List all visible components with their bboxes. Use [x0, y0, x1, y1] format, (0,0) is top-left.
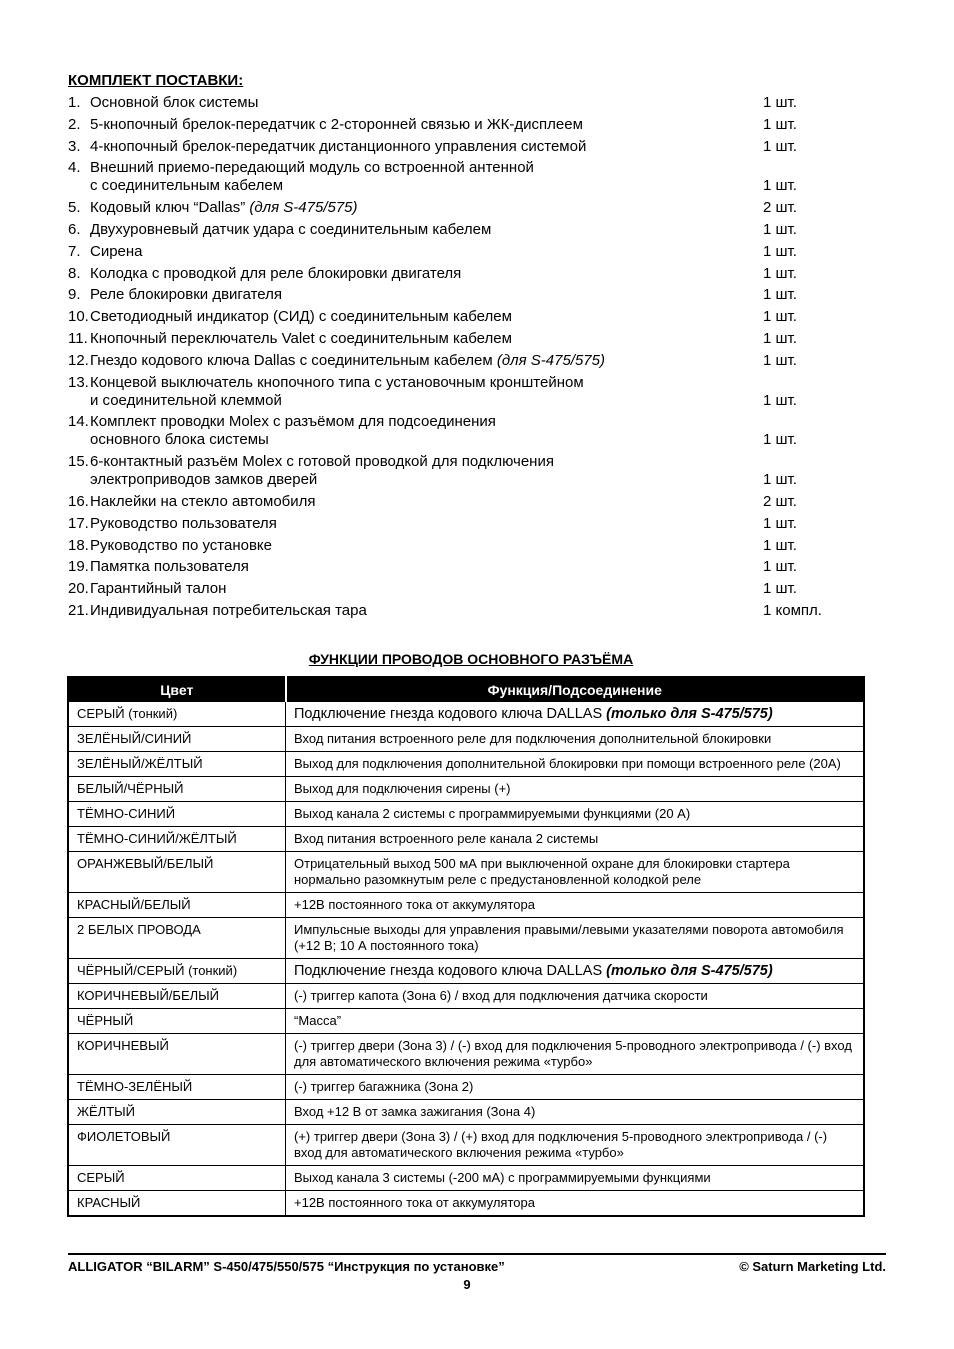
wire-color-name: ЧЁРНЫЙ/СЕРЫЙ: [77, 963, 189, 978]
item-text: [90, 374, 763, 410]
table-row: [68, 1100, 864, 1125]
page-number: 9: [463, 1277, 471, 1292]
item-text: [90, 515, 763, 533]
item-number: 12.: [68, 351, 89, 369]
item-number: 3.: [68, 137, 81, 155]
item-number: 1.: [68, 94, 81, 111]
item-quantity: 1 шт.: [763, 514, 797, 532]
wire-function-text: Импульсные выходы для управления правыми/левыми указателями поворота автомобиля (+12 В; 10 А постоянного тока): [294, 922, 844, 953]
item-name: Гнездо кодового ключа Dallas с соединительным кабелем: [90, 351, 497, 369]
supply-list: [68, 94, 858, 624]
wire-function: [286, 1166, 865, 1191]
wire-color-note: (тонкий): [128, 706, 178, 721]
item-quantity: 1 шт.: [763, 220, 797, 238]
wire-color: [68, 1034, 286, 1075]
wire-function-text: +12В постоянного тока от аккумулятора: [294, 897, 535, 912]
item-name: Руководство пользователя: [90, 514, 277, 532]
wire-functions-table: [67, 676, 865, 1217]
wire-color-name: КОРИЧНЕВЫЙ/БЕЛЫЙ: [77, 988, 219, 1003]
wire-function-text: +12В постоянного тока от аккумулятора: [294, 1195, 535, 1210]
list-item: [68, 308, 858, 326]
item-number: 16.: [68, 492, 89, 510]
wire-color: [68, 893, 286, 918]
list-item: [68, 602, 858, 620]
item-name: Сирена: [90, 242, 143, 260]
wire-function: [286, 1100, 865, 1125]
item-name: Кодовый ключ “Dallas”: [90, 199, 250, 217]
wire-function: [286, 852, 865, 893]
table-row: [68, 852, 864, 893]
item-name: Руководство по установке: [90, 536, 272, 554]
wire-color-name: ТЁМНО-ЗЕЛЁНЫЙ: [77, 1079, 193, 1094]
list-item: [68, 138, 858, 156]
wire-color-name: ЖЁЛТЫЙ: [77, 1104, 136, 1119]
list-item: [68, 352, 858, 370]
list-item: [68, 413, 858, 449]
wire-function: [286, 918, 865, 959]
footer-title: ALLIGATOR “BILARM” S-450/475/550/575 “Инструкция по установке”: [68, 1259, 505, 1274]
item-number: 21.: [68, 601, 89, 619]
item-note: (для S-475/575): [249, 199, 358, 217]
item-name: Гарантийный талон: [90, 580, 227, 598]
wire-color-name: БЕЛЫЙ/ЧЁРНЫЙ: [77, 781, 184, 796]
item-quantity: 1 шт.: [763, 580, 797, 598]
wire-function: [286, 1034, 865, 1075]
wire-color: [68, 1125, 286, 1166]
wire-function-note: (только для S-475/575): [606, 963, 773, 979]
table-header-row: [68, 677, 864, 702]
table-row: [68, 727, 864, 752]
item-number: 19.: [68, 558, 89, 576]
item-quantity: 1 шт.: [763, 536, 797, 554]
wire-color: [68, 1100, 286, 1125]
table-row: [68, 802, 864, 827]
wire-function-text: Выход канала 2 системы с программируемыми функциями (20 А): [294, 806, 691, 821]
wire-color-name: КРАСНЫЙ/БЕЛЫЙ: [77, 897, 191, 912]
item-name: Внешний приемо-передающий модуль со встроенной антенной с соединительным кабелем: [90, 159, 534, 195]
item-number: 15.: [68, 453, 89, 471]
item-name: Кнопочный переключатель Valet с соединительным кабелем: [90, 329, 512, 347]
wire-color-name: СЕРЫЙ: [77, 706, 129, 721]
wire-color: [68, 959, 286, 984]
wire-color-name: ЗЕЛЁНЫЙ/ЖЁЛТЫЙ: [77, 756, 203, 771]
wire-color: [68, 1191, 286, 1217]
table-row: [68, 1166, 864, 1191]
list-item: [68, 265, 858, 283]
item-text: [90, 116, 763, 134]
wire-function: [286, 702, 865, 727]
wire-color: [68, 1166, 286, 1191]
item-quantity: 1 шт.: [763, 558, 797, 576]
item-number: 10.: [68, 308, 89, 326]
item-name: Концевой выключатель кнопочного типа с установочным кронштейном и соединительной клеммой: [90, 373, 584, 409]
wire-color-name: ТЁМНО-СИНИЙ: [77, 806, 176, 821]
item-name: Индивидуальная потребительская тара: [90, 601, 367, 619]
item-name: Основной блок системы: [90, 94, 259, 111]
item-text: [90, 453, 763, 489]
wire-function: [286, 1075, 865, 1100]
table-row: [68, 959, 864, 984]
item-note: (для S-475/575): [496, 351, 605, 369]
wire-color: [68, 777, 286, 802]
item-number: 9.: [68, 286, 81, 304]
list-item: [68, 159, 858, 195]
list-item: [68, 94, 858, 112]
wire-function: [286, 802, 865, 827]
item-number: 8.: [68, 264, 81, 282]
list-item: [68, 330, 858, 348]
wire-color-name: СЕРЫЙ: [77, 1170, 125, 1185]
item-quantity: 1 шт.: [763, 264, 797, 282]
item-text: [90, 138, 763, 156]
item-text: [90, 94, 763, 112]
wire-color: [68, 918, 286, 959]
wire-function-text: Выход для подключения дополнительной блокировки при помощи встроенного реле (20А): [294, 756, 841, 771]
wire-function: [286, 1125, 865, 1166]
wire-color: [68, 702, 286, 727]
item-quantity: 1 компл.: [763, 601, 822, 619]
header-color: Цвет: [68, 677, 286, 702]
item-quantity: 1 шт.: [763, 471, 797, 489]
wire-color-name: ФИОЛЕТОВЫЙ: [77, 1129, 171, 1144]
item-number: 4.: [68, 159, 81, 177]
table-body: [68, 702, 864, 1217]
wire-color-name: ЗЕЛЁНЫЙ/СИНИЙ: [77, 731, 192, 746]
table-row: [68, 1009, 864, 1034]
table-row: [68, 918, 864, 959]
table-row: [68, 777, 864, 802]
table-row: [68, 752, 864, 777]
item-quantity: 1 шт.: [763, 391, 797, 409]
item-name: 5-кнопочный брелок-передатчик с 2-сторонней связью и ЖК-дисплеем: [90, 115, 583, 133]
item-text: [90, 558, 763, 576]
wire-color-name: КРАСНЫЙ: [77, 1195, 141, 1210]
item-number: 7.: [68, 242, 81, 260]
wire-function: [286, 1191, 865, 1217]
wire-function-text: Вход питания встроенного реле для подключения дополнительной блокировки: [294, 731, 772, 746]
table-row: [68, 984, 864, 1009]
item-quantity: 1 шт.: [763, 242, 797, 260]
table-row: [68, 893, 864, 918]
table-row: [68, 1125, 864, 1166]
item-quantity: 1 шт.: [763, 308, 797, 326]
item-quantity: 1 шт.: [763, 351, 797, 369]
table-row: [68, 1191, 864, 1217]
wire-function-text: (-) триггер багажника (Зона 2): [294, 1079, 474, 1094]
wire-function-text: Подключение гнезда кодового ключа DALLAS: [294, 963, 607, 979]
wire-function: [286, 752, 865, 777]
item-name: Реле блокировки двигателя: [90, 286, 283, 304]
wire-color: [68, 1009, 286, 1034]
item-text: [90, 352, 763, 370]
wire-function-text: Вход +12 В от замка зажигания (Зона 4): [294, 1104, 536, 1119]
item-text: [90, 493, 763, 511]
item-quantity: 1 шт.: [763, 94, 797, 111]
item-text: [90, 221, 763, 239]
item-number: 11.: [68, 329, 88, 347]
table-row: [68, 1075, 864, 1100]
wire-function: [286, 959, 865, 984]
wire-color-name: ТЁМНО-СИНИЙ/ЖЁЛТЫЙ: [77, 831, 237, 846]
item-text: [90, 159, 763, 195]
item-name: 6-контактный разъём Molex с готовой проводкой для подключения электроприводов замков дверей: [90, 453, 554, 489]
wire-function: [286, 727, 865, 752]
table-title: ФУНКЦИИ ПРОВОДОВ ОСНОВНОГО РАЗЪЁМА: [308, 651, 634, 667]
list-item: [68, 243, 858, 261]
wire-color: [68, 727, 286, 752]
item-text: [90, 265, 763, 283]
wire-function-text: “Масса”: [294, 1013, 342, 1028]
list-item: [68, 453, 858, 489]
item-name: Двухуровневый датчик удара с соединительным кабелем: [90, 220, 492, 238]
list-item: [68, 580, 858, 598]
item-name: Колодка с проводкой для реле блокировки двигателя: [90, 264, 462, 282]
wire-color: [68, 752, 286, 777]
table-row: [68, 702, 864, 727]
list-item: [68, 221, 858, 239]
item-name: Наклейки на стекло автомобиля: [90, 492, 316, 510]
wire-color: [68, 827, 286, 852]
item-text: [90, 413, 763, 449]
item-number: 20.: [68, 580, 89, 598]
item-quantity: 1 шт.: [763, 286, 797, 304]
wire-function: [286, 827, 865, 852]
item-number: 17.: [68, 514, 89, 532]
item-name: Светодиодный индикатор (СИД) с соединительным кабелем: [90, 308, 512, 326]
item-quantity: 1 шт.: [763, 137, 797, 155]
item-text: [90, 602, 763, 620]
table-row: [68, 827, 864, 852]
item-quantity: 1 шт.: [763, 177, 797, 195]
item-text: [90, 537, 763, 555]
wire-function-text: Подключение гнезда кодового ключа DALLAS: [294, 706, 607, 722]
header-function: Функция/Подсоединение: [286, 677, 865, 702]
item-number: 14.: [68, 413, 89, 431]
list-item: [68, 537, 858, 555]
item-quantity: 1 шт.: [763, 115, 797, 133]
wire-function-text: Выход канала 3 системы (-200 мА) с программируемыми функциями: [294, 1170, 711, 1185]
list-item: [68, 199, 858, 217]
item-number: 6.: [68, 220, 81, 238]
item-text: [90, 243, 763, 261]
item-text: [90, 199, 763, 217]
footer-divider: [68, 1253, 886, 1255]
list-item: [68, 493, 858, 511]
footer-copyright: © Saturn Marketing Ltd.: [739, 1259, 886, 1274]
item-number: 18.: [68, 536, 89, 554]
supply-heading: КОМПЛЕКТ ПОСТАВКИ:: [68, 72, 244, 89]
item-quantity: 1 шт.: [763, 431, 797, 449]
wire-function-text: Выход для подключения сирены (+): [294, 781, 511, 796]
wire-color: [68, 1075, 286, 1100]
item-number: 2.: [68, 115, 81, 133]
item-name: 4-кнопочный брелок-передатчик дистанционного управления системой: [90, 137, 587, 155]
item-text: [90, 330, 763, 348]
wire-function: [286, 984, 865, 1009]
wire-color: [68, 984, 286, 1009]
item-text: [90, 308, 763, 326]
item-quantity: 1 шт.: [763, 329, 797, 347]
item-quantity: 2 шт.: [763, 199, 797, 217]
wire-color-name: ОРАНЖЕВЫЙ/БЕЛЫЙ: [77, 856, 214, 871]
item-number: 5.: [68, 199, 81, 217]
wire-function-text: (+) триггер двери (Зона 3) / (+) вход для подключения 5-проводного электропривода / (-) вход для автоматического включения режима «турбо»: [294, 1129, 828, 1160]
item-number: 13.: [68, 373, 89, 391]
item-text: [90, 580, 763, 598]
item-name: Комплект проводки Molex с разъёмом для подсоединения основного блока системы: [90, 413, 496, 449]
wire-color: [68, 852, 286, 893]
list-item: [68, 515, 858, 533]
wire-function-text: Отрицательный выход 500 мА при выключенной охране для блокировки стартера нормально разомкнутым реле с предустановленной колодкой реле: [294, 856, 790, 887]
wire-function-text: (-) триггер капота (Зона 6) / вход для подключения датчика скорости: [294, 988, 708, 1003]
wire-function-note: (только для S-475/575): [606, 706, 773, 722]
wire-color-name: КОРИЧНЕВЫЙ: [77, 1038, 169, 1053]
wire-function: [286, 777, 865, 802]
item-quantity: 2 шт.: [763, 492, 797, 510]
list-item: [68, 558, 858, 576]
item-text: [90, 286, 763, 304]
table-row: [68, 1034, 864, 1075]
wire-function-text: (-) триггер двери (Зона 3) / (-) вход для подключения 5-проводного электропривода / (-) вход для автоматического включения режима «турбо»: [294, 1038, 852, 1069]
wire-function-text: Вход питания встроенного реле канала 2 системы: [294, 831, 599, 846]
list-item: [68, 286, 858, 304]
item-name: Памятка пользователя: [90, 558, 249, 576]
wire-function: [286, 1009, 865, 1034]
wire-color-name: 2 БЕЛЫХ ПРОВОДА: [77, 922, 201, 937]
list-item: [68, 116, 858, 134]
wire-color-name: ЧЁРНЫЙ: [77, 1013, 134, 1028]
list-item: [68, 374, 858, 410]
wire-color-note: (тонкий): [188, 963, 238, 978]
wire-color: [68, 802, 286, 827]
wire-function: [286, 893, 865, 918]
